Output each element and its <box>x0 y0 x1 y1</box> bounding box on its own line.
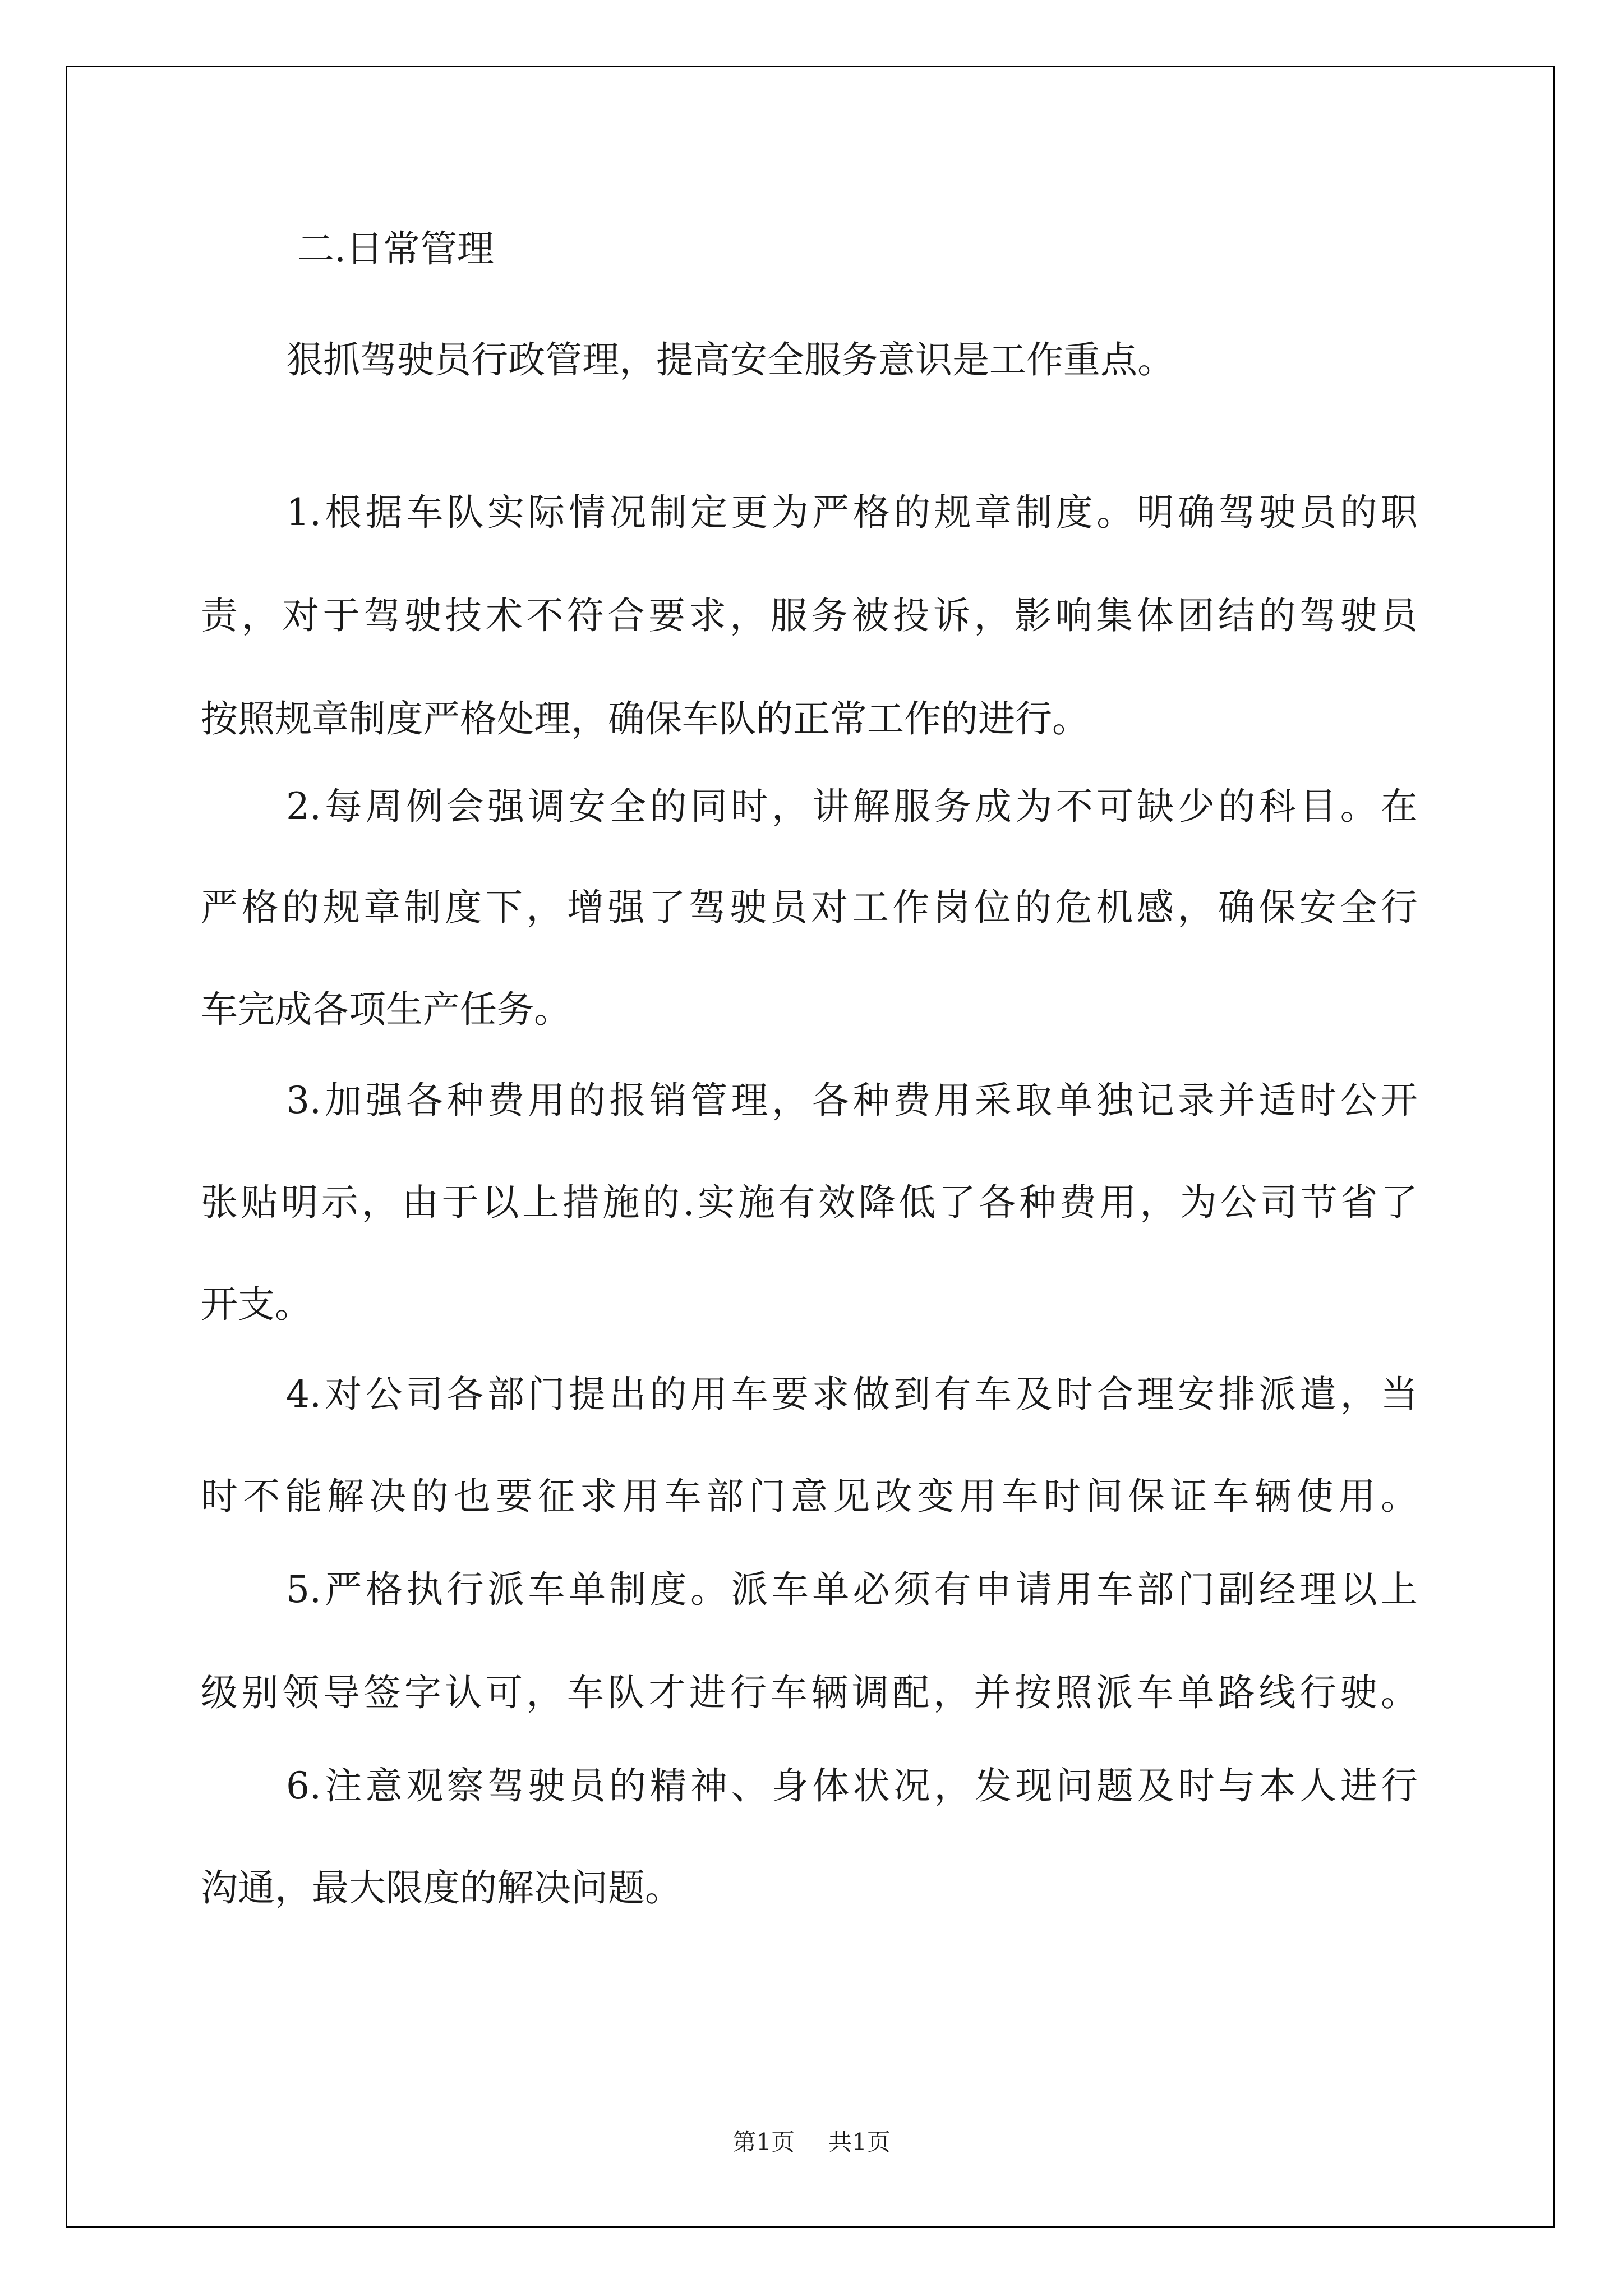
paragraph-line: 开支。 <box>201 1283 312 1326</box>
paragraph-line: 3.加强各种费用的报销管理，各种费用采取单独记录并适时公开 <box>286 1079 1418 1122</box>
paragraph-line: 车完成各项生产任务。 <box>201 988 571 1031</box>
paragraph-line: 5.严格执行派车单制度。派车单必须有申请用车部门副经理以上 <box>286 1568 1418 1611</box>
paragraph-line: 2.每周例会强调安全的同时，讲解服务成为不可缺少的科目。在 <box>286 785 1418 828</box>
paragraph-line: 4.对公司各部门提出的用车要求做到有车及时合理安排派遣，当 <box>286 1373 1418 1416</box>
paragraph-line: 责，对于驾驶技术不符合要求，服务被投诉，影响集体团结的驾驶员 <box>201 594 1418 637</box>
paragraph-line: 时不能解决的也要征求用车部门意见改变用车时间保证车辆使用。 <box>201 1475 1418 1518</box>
paragraph-line: 狠抓驾驶员行政管理，提高安全服务意识是工作重点。 <box>286 338 1174 381</box>
page-number: 第1页 <box>732 2128 795 2156</box>
page-total: 共1页 <box>828 2128 891 2156</box>
paragraph-line: 级别领导签字认可，车队才进行车辆调配，并按照派车单路线行驶。 <box>201 1671 1418 1714</box>
paragraph-line: 张贴明示，由于以上措施的.实施有效降低了各种费用，为公司节省了 <box>201 1181 1418 1224</box>
page-footer <box>0 2128 1623 2156</box>
paragraph-line: 6.注意观察驾驶员的精神、身体状况，发现问题及时与本人进行 <box>286 1764 1418 1807</box>
paragraph-line: 严格的规章制度下，增强了驾驶员对工作岗位的危机感，确保安全行 <box>201 886 1418 929</box>
section-heading: 二.日常管理 <box>297 227 494 270</box>
paragraph-line: 1.根据车队实际情况制定更为严格的规章制度。明确驾驶员的职 <box>286 491 1418 534</box>
paragraph-line: 按照规章制度严格处理，确保车队的正常工作的进行。 <box>201 697 1089 740</box>
paragraph-line: 沟通，最大限度的解决问题。 <box>201 1866 682 1910</box>
